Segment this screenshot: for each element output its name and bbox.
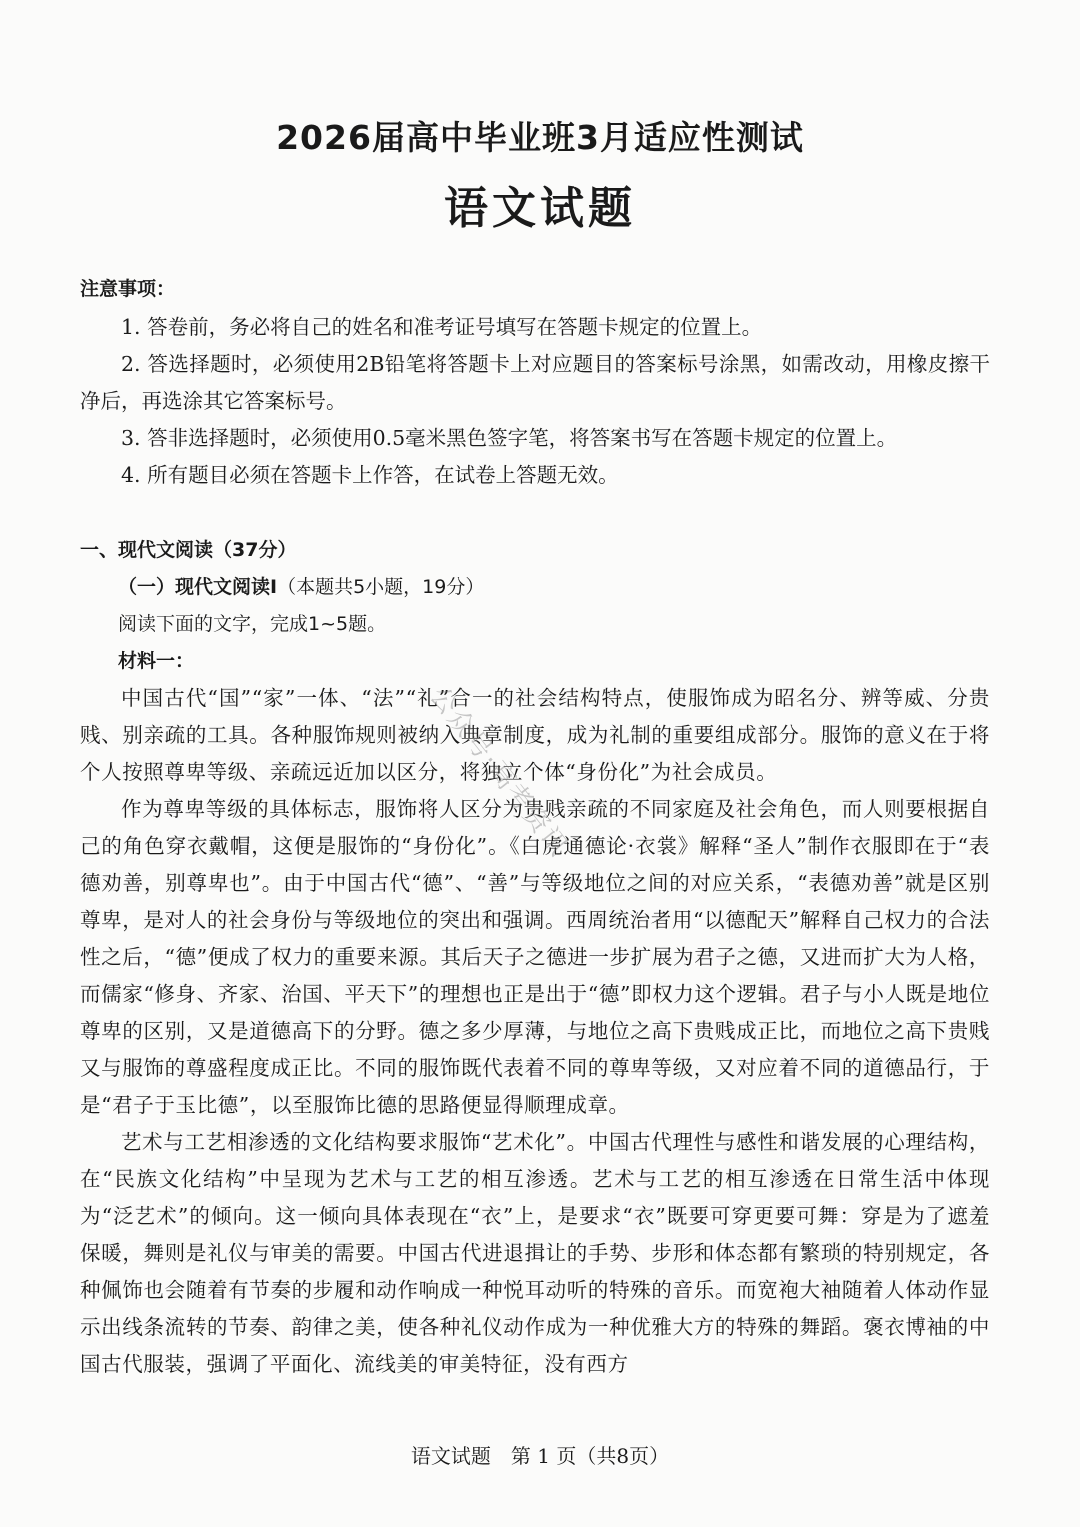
subject-title: 语文试题 (444, 183, 636, 234)
sub-heading-detail: （本题共5小题，19分） (277, 576, 485, 598)
reading-section (80, 532, 990, 1383)
passage-paragraph: 作为尊卑等级的具体标志，服饰将人区分为贵贱亲疏的不同家庭及社会角色，而人则要根据自己的角色穿衣戴帽，这便是服饰的“身份化”。《白虎通德论·衣裳》解释“圣人”制作衣服即在于“表德劝善，别尊卑也”。由于中国古代“德”、“善”与等级地位之间的对应关系，“表德劝善”就是区别尊卑，是对人的社会身份与等级地位的突出和强调。西周统治者用“以德配天”解释自己权力的合法性之后，“德”便成了权力的重要来源。其后天子之德进一步扩展为君子之德，又进而扩大为人格，而儒家“修身、齐家、治国、平天下”的理想也正是出于“德”即权力这个逻辑。君子与小人既是地位尊卑的区别，又是道德高下的分野。德之多少厚薄，与地位之高下贵贱成正比，而地位之高下贵贱又与服饰的尊盛程度成正比。不同的服饰既代表着不同的尊卑等级，又对应着不同的道德品行，于是“君子于玉比德”，以至服饰比德的思路便显得顺理成章。 (80, 797, 990, 1117)
exam-title: 2026届高中毕业班3月适应性测试 (276, 118, 804, 157)
note-item: 3. 答非选择题时，必须使用0.5毫米黑色签字笔，将答案书写在答题卡规定的位置上。 (121, 426, 898, 450)
reading-instruction: 阅读下面的文字，完成1~5题。 (118, 613, 387, 635)
page-footer: 语文试题 第 1 页（共8页） (410, 1444, 670, 1468)
watermark: 公众号·高考资讯 (423, 681, 575, 863)
sub-heading-title: （一）现代文阅读Ⅰ (118, 576, 278, 598)
passage-paragraph: 艺术与工艺相渗透的文化结构要求服饰“艺术化”。中国古代理性与感性和谐发展的心理结构，在“民族文化结构”中呈现为艺术与工艺的相互渗透。艺术与工艺的相互渗透在日常生活中体现为“泛艺术”的倾向。这一倾向具体表现在“衣”上，是要求“衣”既要可穿更要可舞：穿是为了遮羞保暖，舞则是礼仪与审美的需要。中国古代进退揖让的手势、步形和体态都有繁琐的特别规定，各种佩饰也会随着有节奏的步履和动作响成一种悦耳动听的特殊的音乐。而宽袍大袖随着人体动作显示出线条流转的节奏、韵律之美，使各种礼仪动作成为一种优雅大方的特殊的舞蹈。褒衣博袖的中国古代服装，强调了平面化、流线美的审美特征，没有西方 (80, 1130, 990, 1376)
notes-heading: 注意事项： (80, 278, 176, 300)
notes-block (80, 271, 990, 494)
material-label: 材料一： (118, 650, 195, 672)
note-item: 2. 答选择题时，必须使用2B铅笔将答题卡上对应题目的答案标号涂黑，如需改动，用橡皮擦干净后，再选涂其它答案标号。 (80, 352, 990, 413)
sub-section-heading (80, 569, 990, 606)
note-item: 1. 答卷前，务必将自己的姓名和准考证号填写在答题卡规定的位置上。 (121, 315, 763, 339)
section-heading: 一、现代文阅读（37分） (80, 539, 297, 561)
passage-paragraph: 中国古代“国”“家”一体、“法”“礼”合一的社会结构特点，使服饰成为昭名分、辨等威、分贵贱、别亲疏的工具。各种服饰规则被纳入典章制度，成为礼制的重要组成部分。服饰的意义在于将个人按照尊卑等级、亲疏远近加以区分，将独立个体“身份化”为社会成员。 (80, 686, 990, 784)
note-item: 4. 所有题目必须在答题卡上作答，在试卷上答题无效。 (121, 463, 619, 487)
